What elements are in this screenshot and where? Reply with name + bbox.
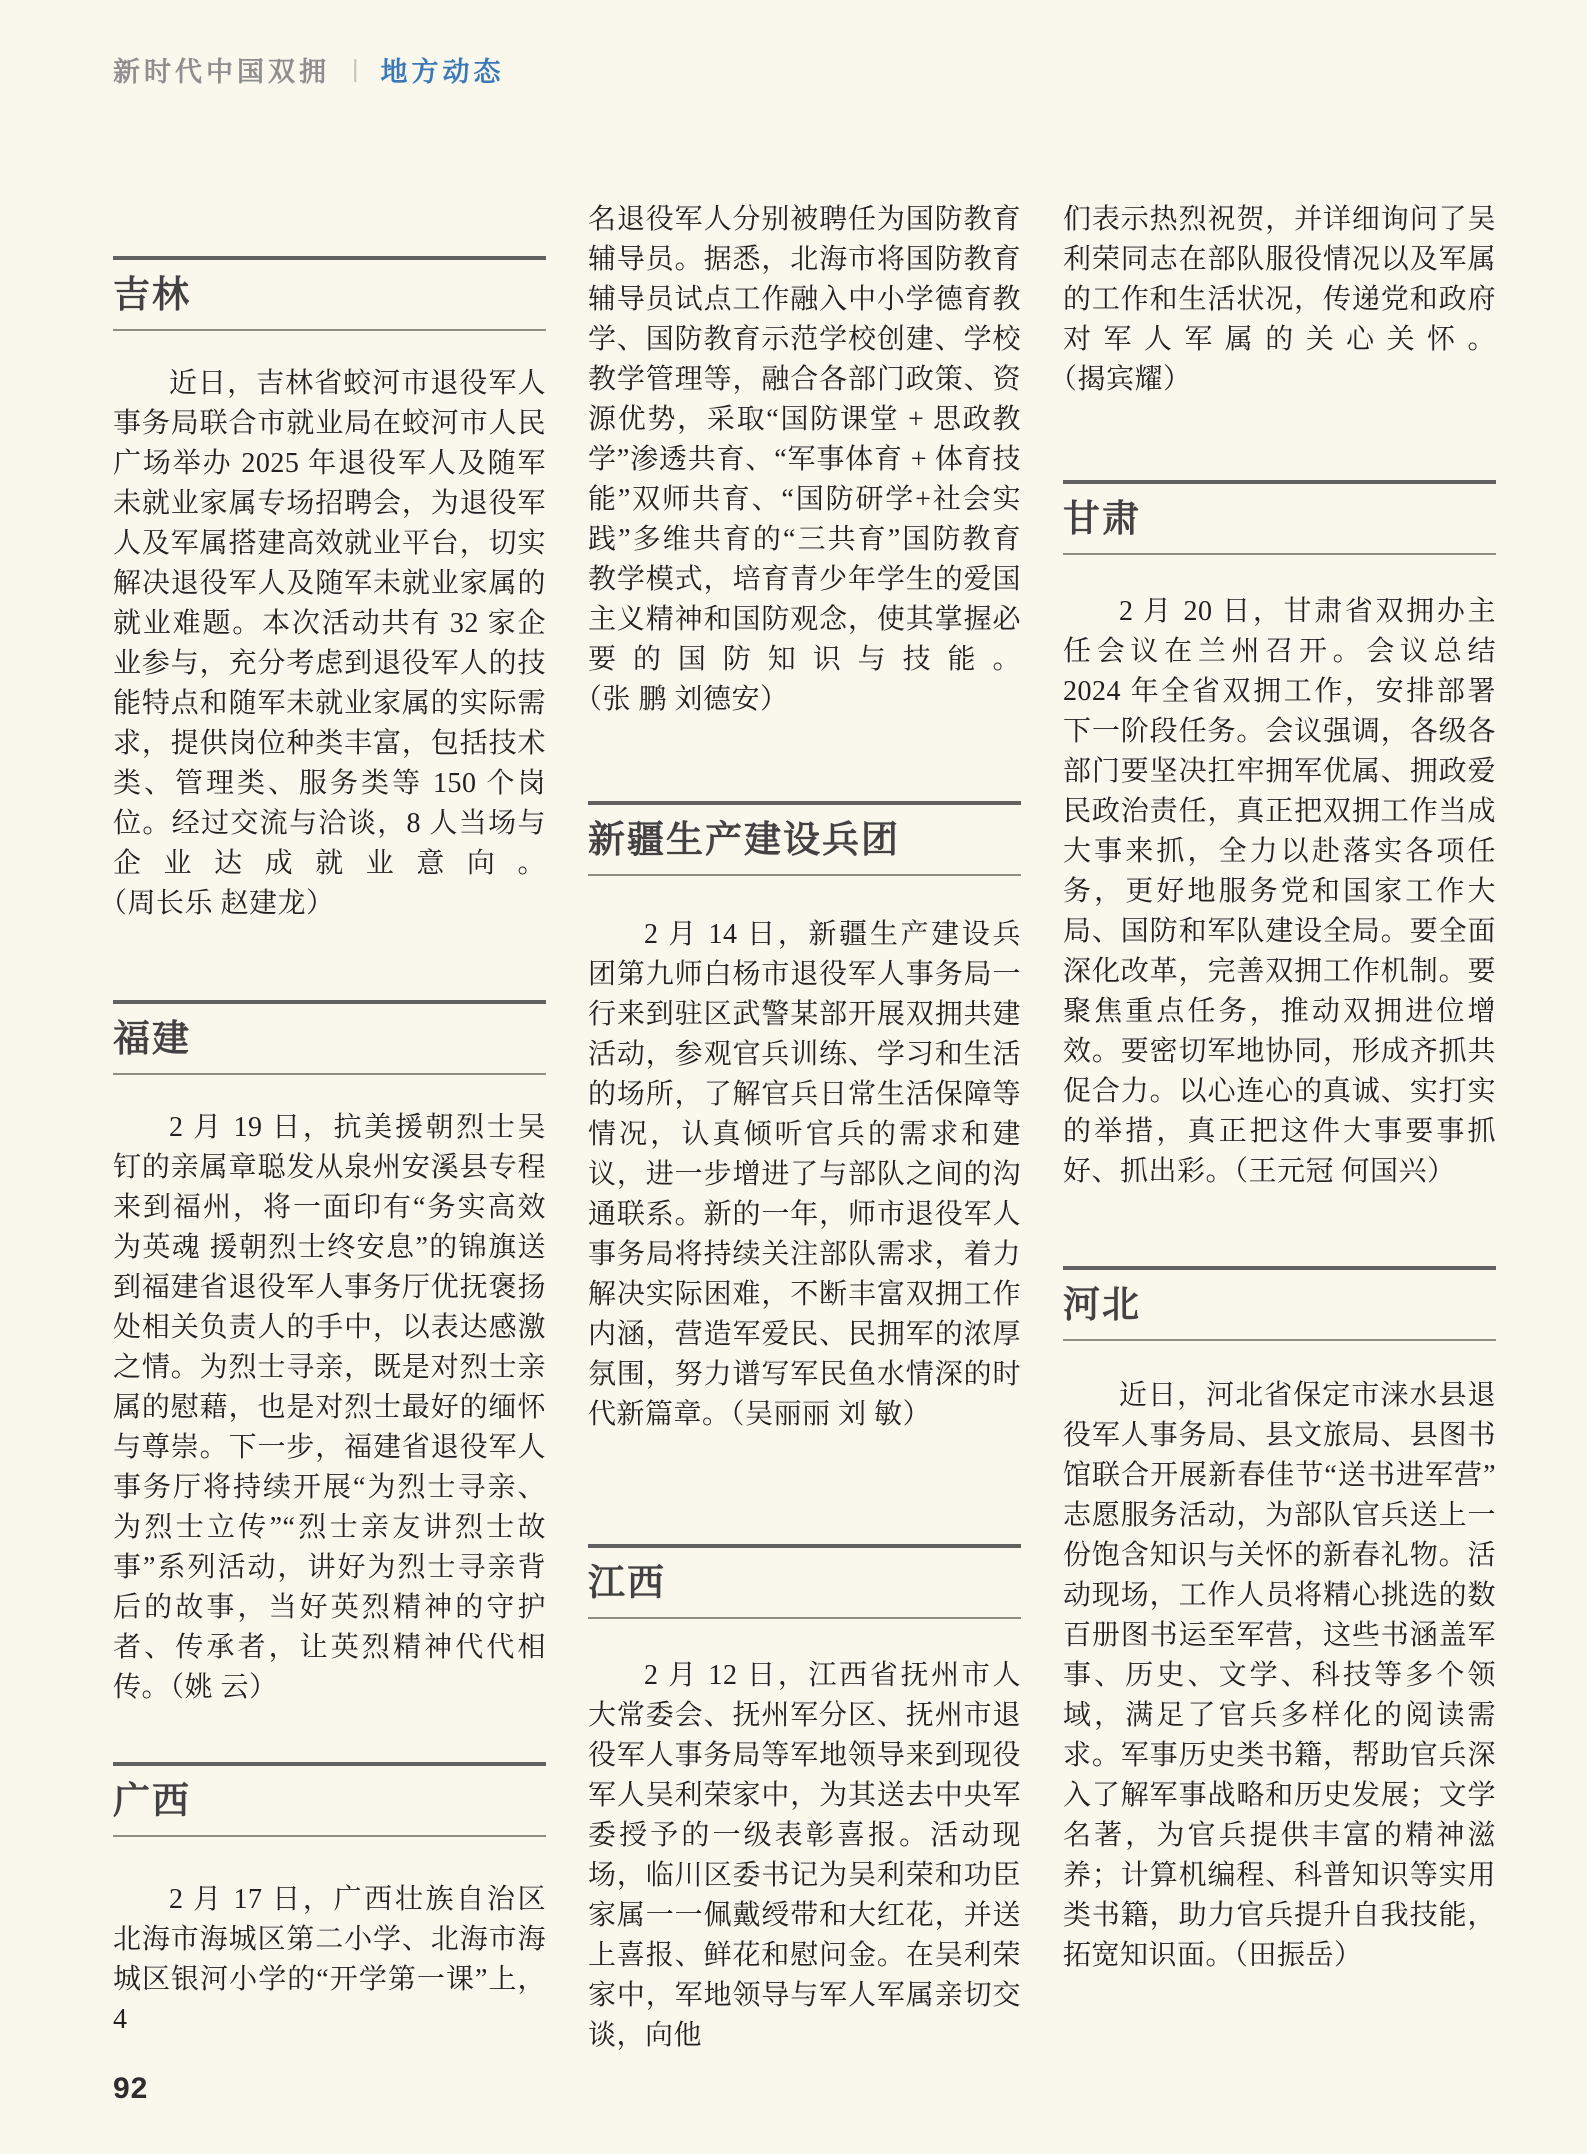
article-guangxi bbox=[113, 1880, 546, 2040]
article-jilin bbox=[113, 364, 546, 924]
article-fujian bbox=[113, 1108, 546, 1708]
section-heading-jilin: 吉林 bbox=[113, 256, 546, 331]
article-xinjiang-text: 2 月 14 日，新疆生产建设兵团第九师白杨市退役军人事务局一行来到驻区武警某部开展双拥共建活动，参观官兵训练、学习和生活的场所，了解官兵日常生活保障等情况，认真倾听官兵的需求和建议，进一步增进了与部队之间的沟通联系。新的一年，师市退役军人事务局将持续关注部队需求，着力解决实际困难，不断丰富双拥工作内涵，营造军爱民、民拥军的浓厚氛围，努力谱写军民鱼水情深的时代新篇章。 bbox=[588, 919, 1021, 1430]
section-heading-xinjiang: 新疆生产建设兵团 bbox=[588, 801, 1021, 876]
article-guangxi-continued-byline: （张 鹏 刘德安） bbox=[588, 684, 789, 715]
article-hebei bbox=[1063, 1376, 1496, 1976]
article-jilin-text: 近日，吉林省蛟河市退役军人事务局联合市就业局在蛟河市人民广场举办 2025 年退役军人及随军未就业家属专场招聘会，为退役军人及军属搭建高效就业平台，切实解决退役军人及随军未就业家属的就业难题。本次活动共有 32 家企业参与，充分考虑到退役军人的技能特点和随军未就业家属的实际需求，提供岗位种类丰富，包括技术类、管理类、服务类等 150 个岗位。经过交流与洽谈，8 人当场与企业达成就业意向。 bbox=[113, 368, 546, 879]
article-gansu-byline: （王元冠 何国兴） bbox=[1234, 1156, 1456, 1187]
article-jilin-byline: （周长乐 赵建龙） bbox=[113, 888, 335, 919]
article-jiangxi-text: 2 月 12 日，江西省抚州市人大常委会、抚州军分区、抚州市退役军人事务局等军地领导来到现役军人吴利荣家中，为其送去中央军委授予的一级表彰喜报。活动现场，临川区委书记为吴利荣和功臣家属一一佩戴绶带和大红花，并送上喜报、鲜花和慰问金。在吴利荣家中，军地领导与军人军属亲切交谈，向他 bbox=[588, 1660, 1021, 2051]
page-header bbox=[113, 50, 505, 89]
article-guangxi-continued bbox=[588, 200, 1021, 720]
article-jiangxi-continued-text: 们表示热烈祝贺，并详细询问了吴利荣同志在部队服役情况以及军属的工作和生活状况，传递党和政府对军人军属的关心关怀。 bbox=[1063, 204, 1496, 355]
article-guangxi-text: 2 月 17 日，广西壮族自治区北海市海城区第二小学、北海市海城区银河小学的“开学第一课”上，4 bbox=[113, 1884, 546, 2035]
article-hebei-byline: （田振岳） bbox=[1234, 1940, 1363, 1971]
section-heading-fujian: 福建 bbox=[113, 1000, 546, 1075]
section-heading-jiangxi: 江西 bbox=[588, 1544, 1021, 1619]
article-xinjiang-byline: （吴丽丽 刘 敏） bbox=[730, 1399, 932, 1430]
article-jiangxi-continued-byline: （揭宾耀） bbox=[1063, 364, 1192, 395]
section-heading-guangxi: 广西 bbox=[113, 1762, 546, 1837]
magazine-title: 新时代中国双拥 bbox=[113, 57, 330, 87]
section-heading-hebei: 河北 bbox=[1063, 1266, 1496, 1341]
article-guangxi-continued-text: 名退役军人分别被聘任为国防教育辅导员。据悉，北海市将国防教育辅导员试点工作融入中小学德育教学、国防教育示范学校创建、学校教学管理等，融合各部门政策、资源优势，采取“国防课堂 + 思政教学”渗透共育、“军事体育 + 体育技能”双师共育、“国防研学+社会实践”多维共育的“三共育”国防教育教学模式，培育青少年学生的爱国主义精神和国防观念，使其掌握必要的国防知识与技能。 bbox=[588, 204, 1021, 675]
article-fujian-byline: （姚 云） bbox=[170, 1672, 278, 1703]
article-gansu-text: 2 月 20 日，甘肃省双拥办主任会议在兰州召开。会议总结 2024 年全省双拥工作，安排部署下一阶段任务。会议强调，各级各部门要坚决扛牢拥军优属、拥政爱民政治责任，真正把双拥工作当成大事来抓，全力以赴落实各项任务，更好地服务党和国家工作大局、国防和军队建设全局。要全面深化改革，完善双拥工作机制。要聚焦重点任务，推动双拥进位增效。要密切军地协同，形成齐抓共促合力。以心连心的真诚、实打实的举措，真正把这件大事要事抓好、抓出彩。 bbox=[1063, 596, 1496, 1187]
page-number: 92 bbox=[113, 2072, 149, 2105]
section-heading-gansu: 甘肃 bbox=[1063, 480, 1496, 555]
article-fujian-text: 2 月 19 日，抗美援朝烈士吴钉的亲属章聪发从泉州安溪县专程来到福州，将一面印有“务实高效为英魂 援朝烈士终安息”的锦旗送到福建省退役军人事务厅优抚褒扬处相关负责人的手中，以表达感激之情。为烈士寻亲，既是对烈士亲属的慰藉，也是对烈士最好的缅怀与尊崇。下一步，福建省退役军人事务厅将持续开展“为烈士寻亲、为烈士立传”“烈士亲友讲烈士故事”系列活动，讲好为烈士寻亲背后的故事，当好英烈精神的守护者、传承者，让英烈精神代代相传。 bbox=[113, 1112, 546, 1703]
article-jiangxi bbox=[588, 1656, 1021, 2056]
column-rubric: 地方动态 bbox=[380, 57, 505, 87]
article-jiangxi-continued bbox=[1063, 200, 1496, 400]
article-xinjiang bbox=[588, 915, 1021, 1435]
header-divider-bar: | bbox=[352, 55, 359, 83]
article-gansu bbox=[1063, 592, 1496, 1192]
article-hebei-text: 近日，河北省保定市涞水县退役军人事务局、县文旅局、县图书馆联合开展新春佳节“送书进军营”志愿服务活动，为部队官兵送上一份饱含知识与关怀的新春礼物。活动现场，工作人员将精心挑选的数百册图书运至军营，这些书涵盖军事、历史、文学、科技等多个领域，满足了官兵多样化的阅读需求。军事历史类书籍，帮助官兵深入了解军事战略和历史发展；文学名著，为官兵提供丰富的精神滋养；计算机编程、科普知识等实用类书籍，助力官兵提升自我技能，拓宽知识面。 bbox=[1063, 1380, 1496, 1971]
